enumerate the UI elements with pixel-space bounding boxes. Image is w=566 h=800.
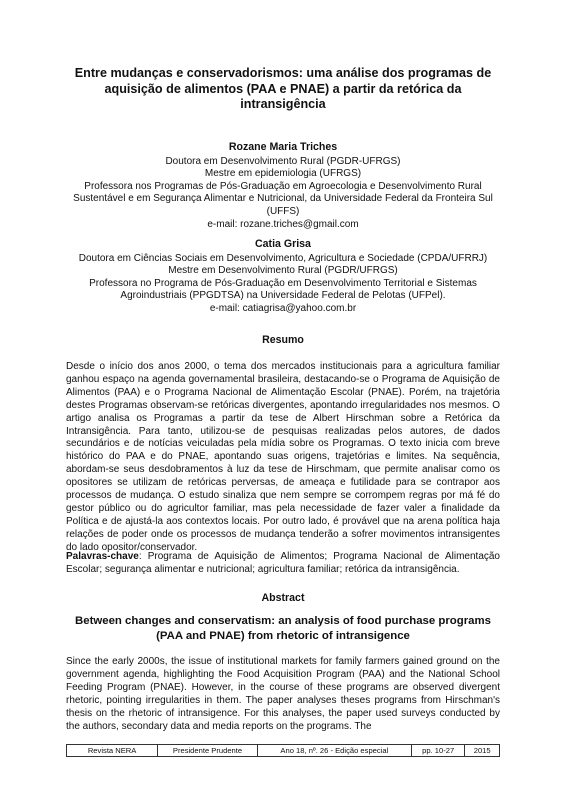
- author-affiliation: Professora nos Programas de Pós-Graduação em Agroecologia e Desenvolvimento Rural Sustentável e em Segurança Alimentar e Nutricional, da Universidade Federal da Fronteira Sul (UFFS): [73, 180, 493, 217]
- abstract-heading: Abstract: [261, 592, 305, 604]
- author-email: e-mail: catiagrisa@yahoo.com.br: [209, 302, 357, 314]
- footer-row: [67, 745, 500, 757]
- author-affiliation: Doutora em Desenvolvimento Rural (PGDR-UFRGS): [165, 155, 401, 167]
- author-email: e-mail: rozane.triches@gmail.com: [207, 218, 359, 230]
- author-affiliation: Doutora em Ciências Sociais em Desenvolvimento, Agricultura e Sociedade (CPDA/UFRRJ): [78, 252, 488, 264]
- footer-pages: pp. 10-27: [411, 745, 464, 757]
- paper-title: Entre mudanças e conservadorismos: uma análise dos programas de aquisição de alimentos (PAA e PNAE) a partir da retórica da intransigência: [74, 66, 492, 111]
- footer-journal: Revista NERA: [67, 745, 158, 757]
- keywords-text: : Programa de Aquisição de Alimentos; Programa Nacional de Alimentação Escolar; segurança alimentar e nutricional; agricultura familiar; retórica da intransigência.: [66, 551, 500, 575]
- english-title: Between changes and conservatism: an analysis of food purchase programs (PAA and PNAE) from rhetoric of intransigence: [75, 615, 491, 642]
- footer-issue: Ano 18, nº. 26 - Edição especial: [257, 745, 411, 757]
- author-block-2: [60, 238, 506, 316]
- resumo-text: Desde o início dos anos 2000, o tema dos mercados institucionais para a agricultura familiar ganhou espaço na agenda governamental brasileira, destacando-se o Programa de Aquisição de Alimentos (PAA) e o Programa Nacional de Alimentação Escolar (PNAE). Porém, na trajetória destes Programas observam-se retóricas divergentes, apontando irregularidades nos mesmos. O artigo analisa os Programas a partir da tese de Albert Hirschman sobre a Retórica da Intransigência. Para tanto, utilizou-se de pesquisas realizadas pelos autores, de dados secundários e de notícias veiculadas pela mídia sobre os Programas. O texto inicia com breve histórico do PAA e do PNAE, apontando suas origens, trajetórias e limites. Na sequência, abordam-se seus desdobramentos à luz da tese de Hirschmam, que permite analisar como os opositores se utilizam de retóricas perversas, de ameaça e futilidade para se contrapor aos processos de mudança. O estudo sinaliza que nem sempre se corrompem regras por má fé do gestor público ou do agricultor familiar, mas pela necessidade de fazer valer a finalidade da Política e de ajustá-la aos contextos locais. Por outro lado, é provável que na arena política haja relações de poder onde os processos de mudança tenderão a sofrer movimentos intransigentes do lado opositor/conservador.: [66, 361, 500, 553]
- author-block-1: [60, 141, 506, 231]
- author-affiliation: Mestre em epidemiologia (UFRGS): [204, 168, 362, 180]
- footer-year: 2015: [465, 745, 500, 757]
- keywords-label: Palavras-chave: [66, 551, 139, 562]
- author-name: Rozane Maria Triches: [228, 141, 338, 153]
- author-affiliation: Mestre em Desenvolvimento Rural (PGDR/UFRGS): [168, 265, 398, 277]
- keywords: [66, 551, 500, 577]
- resumo-heading: Resumo: [262, 334, 304, 346]
- author-name: Catia Grisa: [255, 238, 311, 250]
- footer-city: Presidente Prudente: [158, 745, 258, 757]
- author-affiliation: Professora no Programa de Pós-Graduação em Desenvolvimento Territorial e Sistemas Agroindustriais (PPGDTSA) na Universidade Federal de Pelotas (UFPel).: [89, 277, 477, 302]
- abstract-text: Since the early 2000s, the issue of institutional markets for family farmers gained ground on the government agenda, highlighting the Food Acquisition Program (PAA) and the National School Feeding Program (PNAE). However, in the course of these programs are observed divergent rhetoric, pointing irregularities in them. The paper analyses theses programs from Hirschman's thesis on the rhetoric of intransigence. For this analyses, the paper used surveys conducted by the authors, secondary data and media reports on the programs. The: [66, 656, 500, 732]
- footer-table: [66, 744, 500, 757]
